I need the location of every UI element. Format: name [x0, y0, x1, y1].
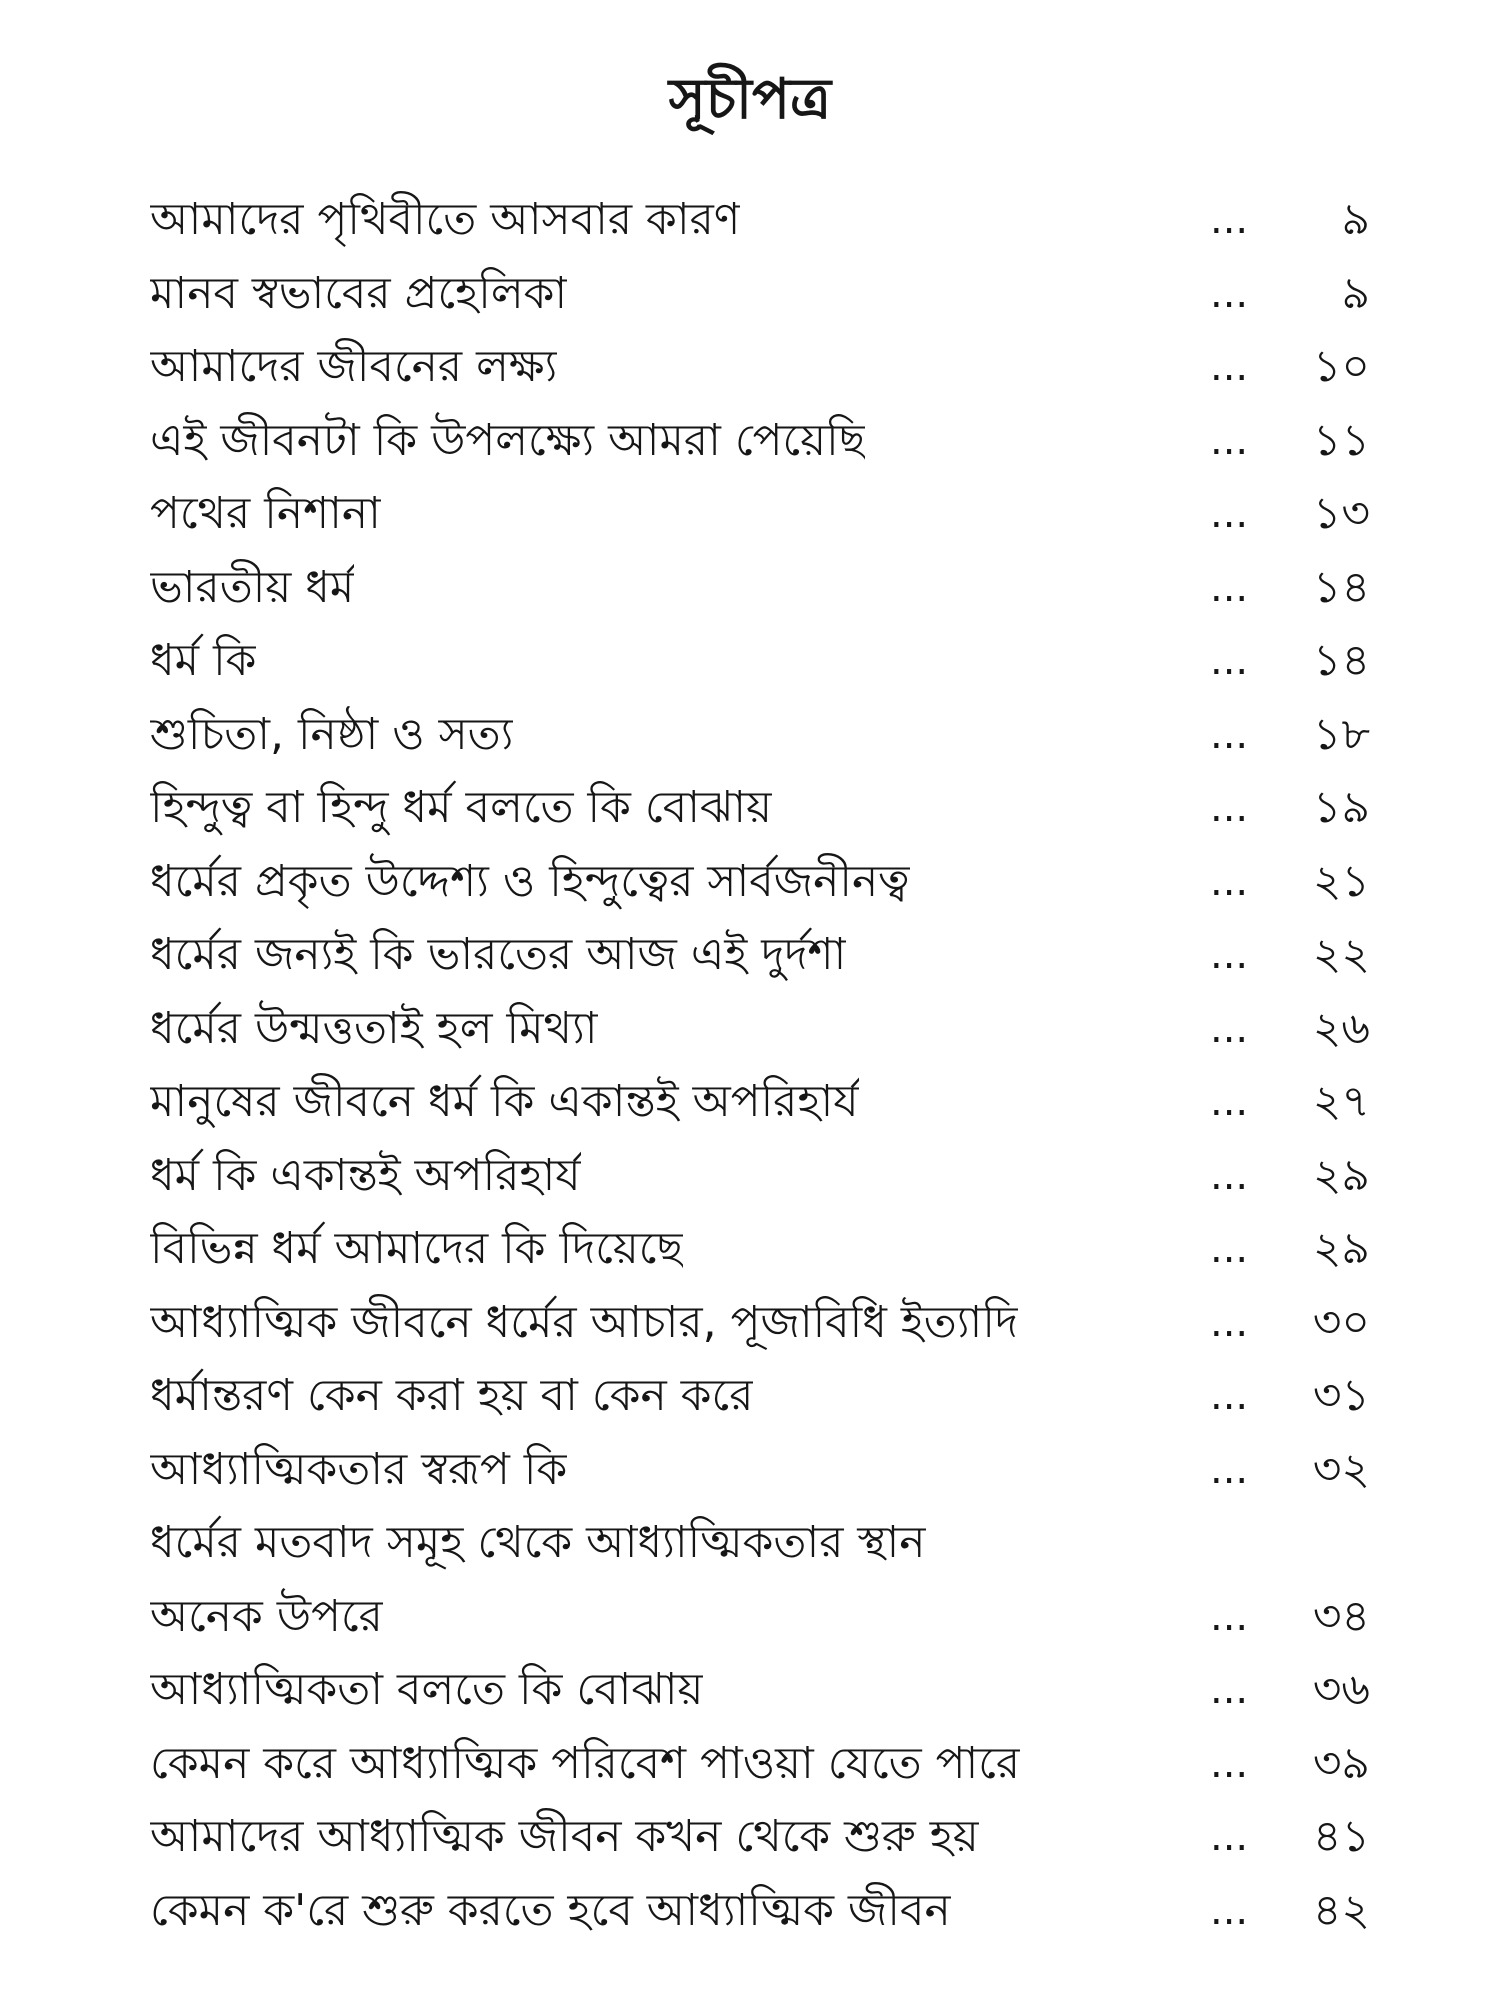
toc-entry-page-number: ১৮: [1312, 709, 1370, 760]
toc-entry-leader: ...: [1210, 418, 1249, 464]
toc-entry-title: ধর্মের উন্মত্ততাই হল মিথ্যা: [150, 1003, 598, 1054]
toc-entry-title: ধর্মান্তরণ কেন করা হয় বা কেন করে: [150, 1370, 754, 1421]
toc-entry: [150, 999, 1370, 1059]
page-title: সূচীপত্র: [668, 67, 832, 132]
toc-entry-leader: ...: [1210, 1447, 1249, 1493]
toc-entry: [150, 1366, 1370, 1426]
toc-entry-page-number: ২২: [1312, 929, 1370, 980]
toc-entry-title: অনেক উপরে: [150, 1591, 383, 1642]
toc-entry-leader: ...: [1210, 565, 1249, 611]
toc-entry-page-number: ৩২: [1312, 1444, 1370, 1495]
toc-entry-page-number: ৩০: [1312, 1297, 1370, 1348]
toc-entry: [150, 1513, 1370, 1573]
toc-entry: [150, 484, 1370, 544]
toc-entry-leader: ...: [1210, 785, 1249, 831]
toc-entry: [150, 631, 1370, 691]
toc-entry: [150, 1440, 1370, 1500]
toc-entry-page-number: ১৯: [1312, 782, 1370, 833]
toc-entry-title: ধর্মের মতবাদ সমূহ থেকে আধ্যাত্মিকতার স্থান: [150, 1517, 926, 1568]
toc-entry: [150, 1293, 1370, 1353]
toc-entry-title: আধ্যাত্মিকতা বলতে কি বোঝায়: [150, 1664, 704, 1715]
toc-entry-title: আমাদের জীবনের লক্ষ্য: [150, 341, 558, 392]
toc-entry-page-number: ১১: [1312, 415, 1370, 466]
toc-entry: [150, 190, 1370, 250]
toc-entry-leader: ...: [1210, 712, 1249, 758]
toc-entry-title: ধর্ম কি একান্তই অপরিহার্য: [150, 1150, 581, 1201]
toc-entry: [150, 1146, 1370, 1206]
toc-entry: [150, 852, 1370, 912]
toc-entry-leader: ...: [1210, 1373, 1249, 1419]
toc-entry: [150, 1881, 1370, 1941]
toc-entry-leader: ...: [1210, 344, 1249, 390]
toc-entry-title: পথের নিশানা: [150, 488, 381, 539]
toc-entry-page-number: ২৯: [1312, 1223, 1370, 1274]
toc-entry-leader: ...: [1210, 1814, 1249, 1860]
toc-entry-page-number: ৩৬: [1312, 1664, 1370, 1715]
toc-entry-leader: ...: [1210, 1300, 1249, 1346]
toc-entry-title: ধর্ম কি: [150, 635, 257, 686]
toc-entry-page-number: ২৯: [1312, 1150, 1370, 1201]
toc-entry-leader: ...: [1210, 1153, 1249, 1199]
toc-entry-title: বিভিন্ন ধর্ম আমাদের কি দিয়েছে: [150, 1223, 684, 1274]
toc-entry: [150, 411, 1370, 471]
toc-entry: [150, 1072, 1370, 1132]
toc-entry: [150, 705, 1370, 765]
toc-entry-leader: ...: [1210, 1006, 1249, 1052]
toc-entry-title: ধর্মের প্রকৃত উদ্দেশ্য ও হিন্দুত্বের সার্বজনীনত্ব: [150, 856, 910, 907]
toc-entry: [150, 778, 1370, 838]
toc-entry-leader: ...: [1210, 1741, 1249, 1787]
toc-entry-title: ভারতীয় ধর্ম: [150, 562, 355, 613]
toc-entry-title: আধ্যাত্মিকতার স্বরূপ কি: [150, 1444, 568, 1495]
toc-entry-page-number: ৯: [1341, 194, 1370, 245]
toc-entry-page-number: ১৪: [1312, 635, 1370, 686]
toc-entry: [150, 558, 1370, 618]
toc-entry-title: আমাদের পৃথিবীতে আসবার কারণ: [150, 194, 741, 245]
toc-entry: [150, 264, 1370, 324]
toc-entry-leader: ...: [1210, 271, 1249, 317]
toc-entry-title: এই জীবনটা কি উপলক্ষ্যে আমরা পেয়েছি: [150, 415, 866, 466]
toc-entry-page-number: ৯: [1341, 268, 1370, 319]
toc-entry: [150, 1660, 1370, 1720]
toc-entry-page-number: ৪১: [1312, 1811, 1370, 1862]
toc-entry-page-number: ৩৯: [1312, 1738, 1370, 1789]
toc-entry-leader: ...: [1210, 932, 1249, 978]
toc-entry: [150, 925, 1370, 985]
toc-entry-leader: ...: [1210, 1594, 1249, 1640]
toc-entry: [150, 1734, 1370, 1794]
toc-entry-title: আধ্যাত্মিক জীবনে ধর্মের আচার, পূজাবিধি ইত্যাদি: [150, 1297, 1019, 1348]
toc-entry: [150, 1807, 1370, 1867]
toc-entry-title: কেমন ক'রে শুরু করতে হবে আধ্যাত্মিক জীবন: [150, 1885, 951, 1936]
toc-entry-title: মানব স্বভাবের প্রহেলিকা: [150, 268, 568, 319]
toc-entry-leader: ...: [1210, 1888, 1249, 1934]
toc-entry-title: মানুষের জীবনে ধর্ম কি একান্তই অপরিহার্য: [150, 1076, 859, 1127]
toc-entry: [150, 1587, 1370, 1647]
toc-entry-page-number: ২৭: [1312, 1076, 1370, 1127]
toc-entry-page-number: ৪২: [1312, 1885, 1370, 1936]
toc-entry-page-number: ৩১: [1312, 1370, 1370, 1421]
toc-entry-leader: ...: [1210, 1079, 1249, 1125]
toc-entry: [150, 1219, 1370, 1279]
toc-entry-title: শুচিতা, নিষ্ঠা ও সত্য: [150, 709, 514, 760]
toc-entry-leader: ...: [1210, 1226, 1249, 1272]
toc-entry-leader: ...: [1210, 197, 1249, 243]
toc-entry-page-number: ৩৪: [1312, 1591, 1370, 1642]
toc-entry-page-number: ২৬: [1312, 1003, 1370, 1054]
toc-entry-page-number: ২১: [1312, 856, 1370, 907]
toc-entry-page-number: ১০: [1312, 341, 1370, 392]
toc-entry-title: ধর্মের জন্যই কি ভারতের আজ এই দুর্দশা: [150, 929, 847, 980]
toc-entry-page-number: ১৪: [1312, 562, 1370, 613]
toc-entry-title: হিন্দুত্ব বা হিন্দু ধর্ম বলতে কি বোঝায়: [150, 782, 772, 833]
toc-entry-page-number: ১৩: [1312, 488, 1370, 539]
toc-entry: [150, 337, 1370, 397]
toc-entry-leader: ...: [1210, 638, 1249, 684]
toc-entry-leader: ...: [1210, 491, 1249, 537]
toc-entry-leader: ...: [1210, 859, 1249, 905]
toc-entry-title: কেমন করে আধ্যাত্মিক পরিবেশ পাওয়া যেতে পারে: [150, 1738, 1021, 1789]
toc-entry-leader: ...: [1210, 1667, 1249, 1713]
toc-entry-title: আমাদের আধ্যাত্মিক জীবন কখন থেকে শুরু হয়: [150, 1811, 979, 1862]
